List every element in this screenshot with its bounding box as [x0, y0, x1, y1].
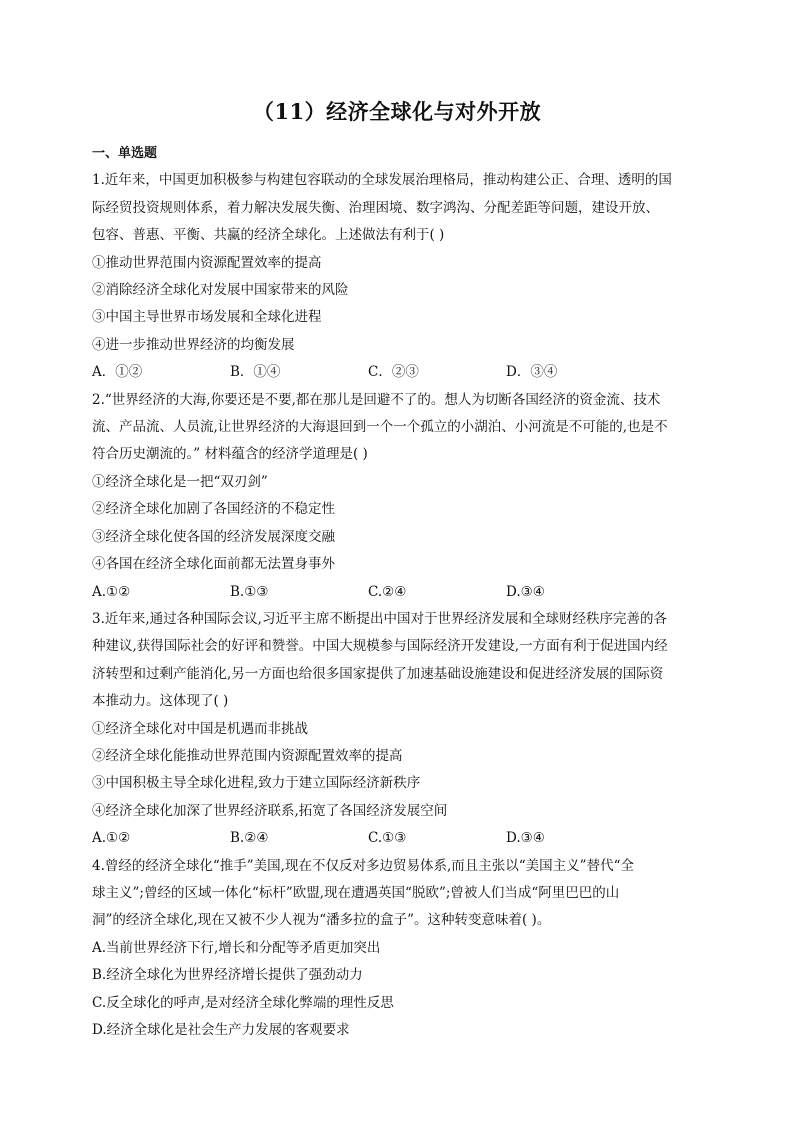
- option-d: D.③④: [506, 830, 545, 847]
- statement-item: ④各国在经济全球化面前都无法置身事外: [92, 556, 335, 573]
- question-text-line: 济转型和过剩产能消化,另一方面也给很多国家提供了加速基础设施建设和促进经济发展的国际资: [92, 665, 664, 682]
- option-b: B.②④: [230, 830, 269, 847]
- question-text-line: 洞”的经济全球化,现在又被不少人视为“潘多拉的盒子”。这种转变意味着( )。: [92, 912, 551, 929]
- question-text-line: 本推动力。这体现了( ): [92, 693, 229, 710]
- statement-item: ②经济全球化能推动世界范围内资源配置效率的提高: [92, 747, 403, 764]
- question-text-line: 1.近年来，中国更加积极参与构建包容联动的全球发展治理格局，推动构建公正、合理、透明的国: [92, 172, 672, 189]
- option-b: B．①④: [230, 364, 281, 381]
- question-text-line: 3.近年来,通过各种国际会议,习近平主席不断提出中国对于世界经济发展和全球财经秩序完善的各: [92, 610, 667, 627]
- question-text-line: 流、产品流、人员流,让世界经济的大海退回到一个一个孤立的小湖泊、小河流是不可能的,也是不: [92, 419, 668, 436]
- option-b: B.①③: [230, 583, 269, 600]
- option-b: B.经济全球化为世界经济增长提供了强劲动力: [92, 967, 363, 984]
- question-1: [92, 167, 698, 386]
- option-d: D．③④: [506, 364, 558, 381]
- statement-item: ②消除经济全球化对发展中国家带来的风险: [92, 282, 349, 299]
- option-c: C.①③: [368, 830, 407, 847]
- option-a: A.①②: [92, 830, 131, 847]
- statement-item: ④进一步推动世界经济的均衡发展: [92, 336, 295, 353]
- statement-item: ②经济全球化加剧了各国经济的不稳定性: [92, 501, 335, 518]
- statement-item: ③中国主导世界市场发展和全球化进程: [92, 309, 322, 326]
- option-c: C.反全球化的呼声,是对经济全球化弊端的理性反思: [92, 994, 394, 1011]
- section-heading: 一、单选题: [92, 146, 158, 161]
- question-text-line: 符合历史潮流的。” 材料蕴含的经济学道理是( ): [92, 446, 368, 463]
- statement-item: ①经济全球化是一把“双刃剑”: [92, 473, 268, 490]
- statement-item: ③中国积极主导全球化进程,致力于建立国际经济新秩序: [92, 775, 421, 792]
- question-text-line: 球主义”;曾经的区域一体化“标杆”欧盟,现在遭遇英国“脱欧”;曾被人们当成“阿里巴巴的山: [92, 884, 620, 901]
- question-2: [92, 387, 698, 606]
- question-text-line: 包容、普惠、平衡、共赢的经济全球化。上述做法有利于( ): [92, 227, 445, 244]
- answer-options: [92, 359, 698, 386]
- answer-options: [92, 825, 698, 852]
- question-text-line: 际经贸投资规则体系，着力解决发展失衡、治理困境、数字鸿沟、分配差距等问题，建设开放、: [92, 199, 659, 216]
- option-a: A．①②: [92, 364, 143, 381]
- option-d: D.③④: [506, 583, 545, 600]
- question-4: [92, 853, 698, 1045]
- option-c: C．②③: [368, 364, 419, 381]
- statement-item: ①推动世界范围内资源配置效率的提高: [92, 254, 322, 271]
- option-d: D.经济全球化是社会生产力发展的客观要求: [92, 1022, 350, 1038]
- option-c: C.②④: [368, 583, 407, 600]
- statement-item: ①经济全球化对中国是机遇而非挑战: [92, 720, 308, 737]
- statement-item: ③经济全球化使各国的经济发展深度交融: [92, 528, 335, 545]
- question-text-line: 4.曾经的经济全球化“推手”美国,现在不仅反对多边贸易体系,而且主张以“美国主义”替代“全: [92, 857, 634, 874]
- document-body: [92, 140, 698, 1044]
- question-3: [92, 606, 698, 853]
- answer-options: [92, 579, 698, 606]
- option-a: A.当前世界经济下行,增长和分配等矛盾更加突出: [92, 939, 381, 956]
- page-title: （11）经济全球化与对外开放: [252, 99, 542, 124]
- question-text-line: 种建议,获得国际社会的好评和赞誉。中国大规模参与国际经济开发建设,一方面有利于促进国内经: [92, 638, 668, 655]
- statement-item: ④经济全球化加深了世界经济联系,拓宽了各国经济发展空间: [92, 802, 448, 819]
- question-text-line: 2.“世界经济的大海,你要还是不要,都在那儿是回避不了的。想人为切断各国经济的资金流、技术: [92, 391, 661, 408]
- option-a: A.①②: [92, 583, 131, 600]
